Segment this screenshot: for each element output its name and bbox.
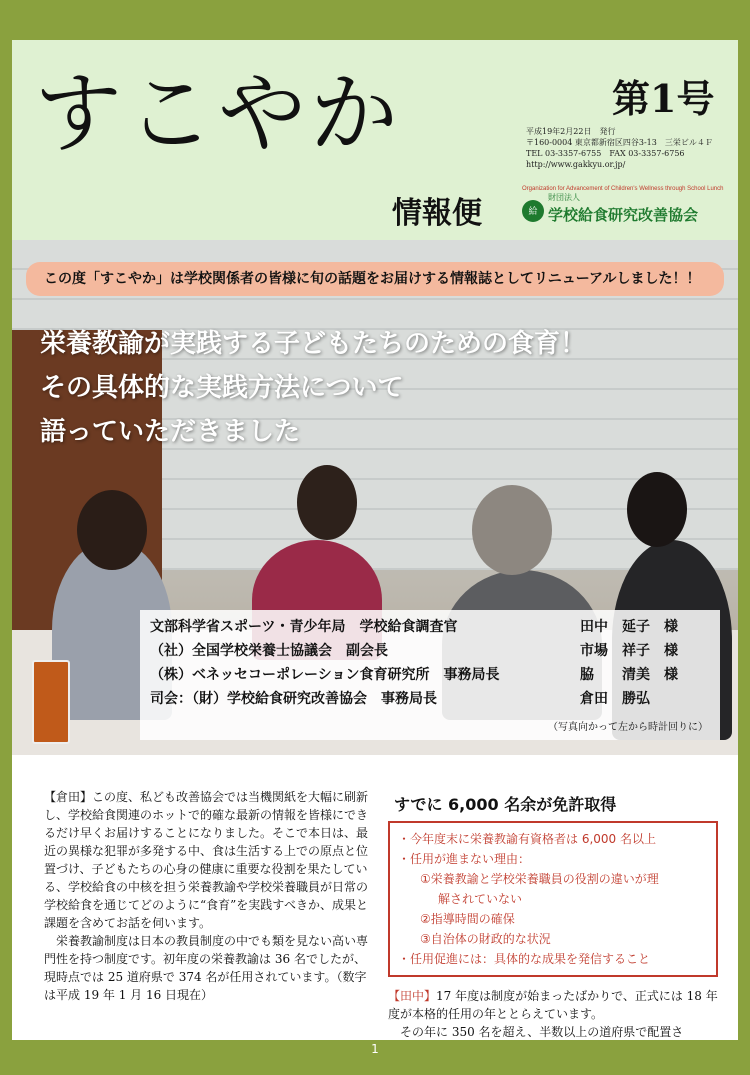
participant-name: 倉田 勝弘 [580,691,650,707]
article-right-column [388,788,718,1041]
article-paragraph [388,987,718,1023]
newsletter-page [12,40,738,1056]
participant-name: 田中 延子 様 [580,619,678,635]
org-prefix: 財団法人 [548,193,580,202]
pub-date: 平成19年2月22日 発行 [526,127,616,136]
participant-role: 司会：（財）学校給食研究改善協会 事務局長 [150,691,437,707]
participant-role: （社）全国学校栄養士協議会 副会長 [150,643,388,659]
issue-number: 第1号 [612,76,715,121]
participant-name: 市場 祥子 様 [580,643,678,659]
org-logo [522,193,699,225]
participant-role: （株）ベネッセコーポレーション食育研究所 事務局長 [150,667,500,683]
photo-person-3-head [472,485,552,575]
masthead [12,40,738,240]
summary-item: ・任用が進まない理由： [398,852,531,866]
photo-glass [32,660,70,744]
paragraph-text: 17 年度は制度が始まったばかりで、正式には 18 年度が本格的任用の年ととらえています。 [388,989,718,1021]
headline-line-1: 栄養教諭が実践する子どもたちのための食育！ [40,329,587,359]
publication-info [526,126,713,170]
summary-subitem: ①栄養教諭と学校栄養職員の役割の違いが理 [420,872,659,886]
pub-url: http://www.gakkyu.or.jp/ [526,160,626,169]
article-paragraph: 栄養教諭制度は日本の教員制度の中でも類を見ない高い専門性を持つ制度です。初年度の栄養教諭は 36 名でしたが、現時点では 25 道府県で 374 名が任用されています。（数字は平成 19 年 1 月 16 日現在） [44,934,369,1002]
summary-subitem: ②指導時間の確保 [420,912,515,926]
summary-subitem: ③自治体の財政的な状況 [420,932,551,946]
participants-box [140,610,720,740]
pub-phone: TEL 03-3357-6755 FAX 03-3357-6756 [526,149,685,158]
summary-box [388,821,718,977]
article-paragraph: その年に 350 名を超え、半数以上の道府県で配置さ [400,1025,684,1039]
renewal-banner: この度「すこやか」は学校関係者の皆様に旬の話題をお届けする情報誌としてリニューアルしました！！ [26,262,724,296]
page-number: 1 [371,1042,379,1056]
article-left-column [44,788,374,1004]
participant-name: 脇 清美 様 [580,667,678,683]
speaker-label: 【田中】 [388,989,437,1003]
summary-item: ・今年度末に栄養教諭有資格者は 6,000 名以上 [398,832,656,846]
summary-item: ・任用促進には：具体的な成果を発信すること [398,952,651,966]
seal-icon: 給 [522,200,544,222]
speaker-label: 【倉田】 [44,790,93,804]
org-english-name: Organization for Advancement of Children's Wellness through School Lunch [522,186,724,192]
article-paragraph [44,788,374,932]
headline-line-3: 語っていただきました [40,417,301,447]
masthead-subtitle: 情報便 [392,196,482,231]
paragraph-text: この度、私ども改善協会では当機関紙を大幅に刷新し、学校給食関連のホットで的確な最新の情報を皆様にできるだけ早くお届けすることになりました。そこで本日は、最近の異様な犯罪が多発する中、食は生活する上での原点と位置づけ、子どもたちの心身の健康に重要な役割を果たしている、学校給食の中核を担う栄養教諭や学校栄養職員が日常の学校給食を通じてどのように“食育”を実践すべきか、成果と課題を含めてお話を伺います。 [44,790,369,930]
headline-line-2: その具体的な実践方法について [40,373,404,403]
photo-person-1-head [77,490,147,570]
photo-person-4-head [627,472,687,547]
section-title: すでに 6,000 名余が免許取得 [394,795,617,814]
photo-caption: （写真向かって左から時計回りに） [548,722,708,733]
headline [40,322,586,454]
summary-subitem: 解されていない [438,892,523,906]
cover-photo [12,240,738,755]
masthead-title: すこやか [34,62,403,165]
pub-address: 〒160-0004 東京都新宿区四谷3-13 三栄ビル４Ｆ [526,138,713,147]
photo-person-2-head [297,465,357,540]
org-name: 学校給食研究改善協会 [548,206,699,224]
participant-role: 文部科学省スポーツ・青少年局 学校給食調査官 [150,619,458,635]
